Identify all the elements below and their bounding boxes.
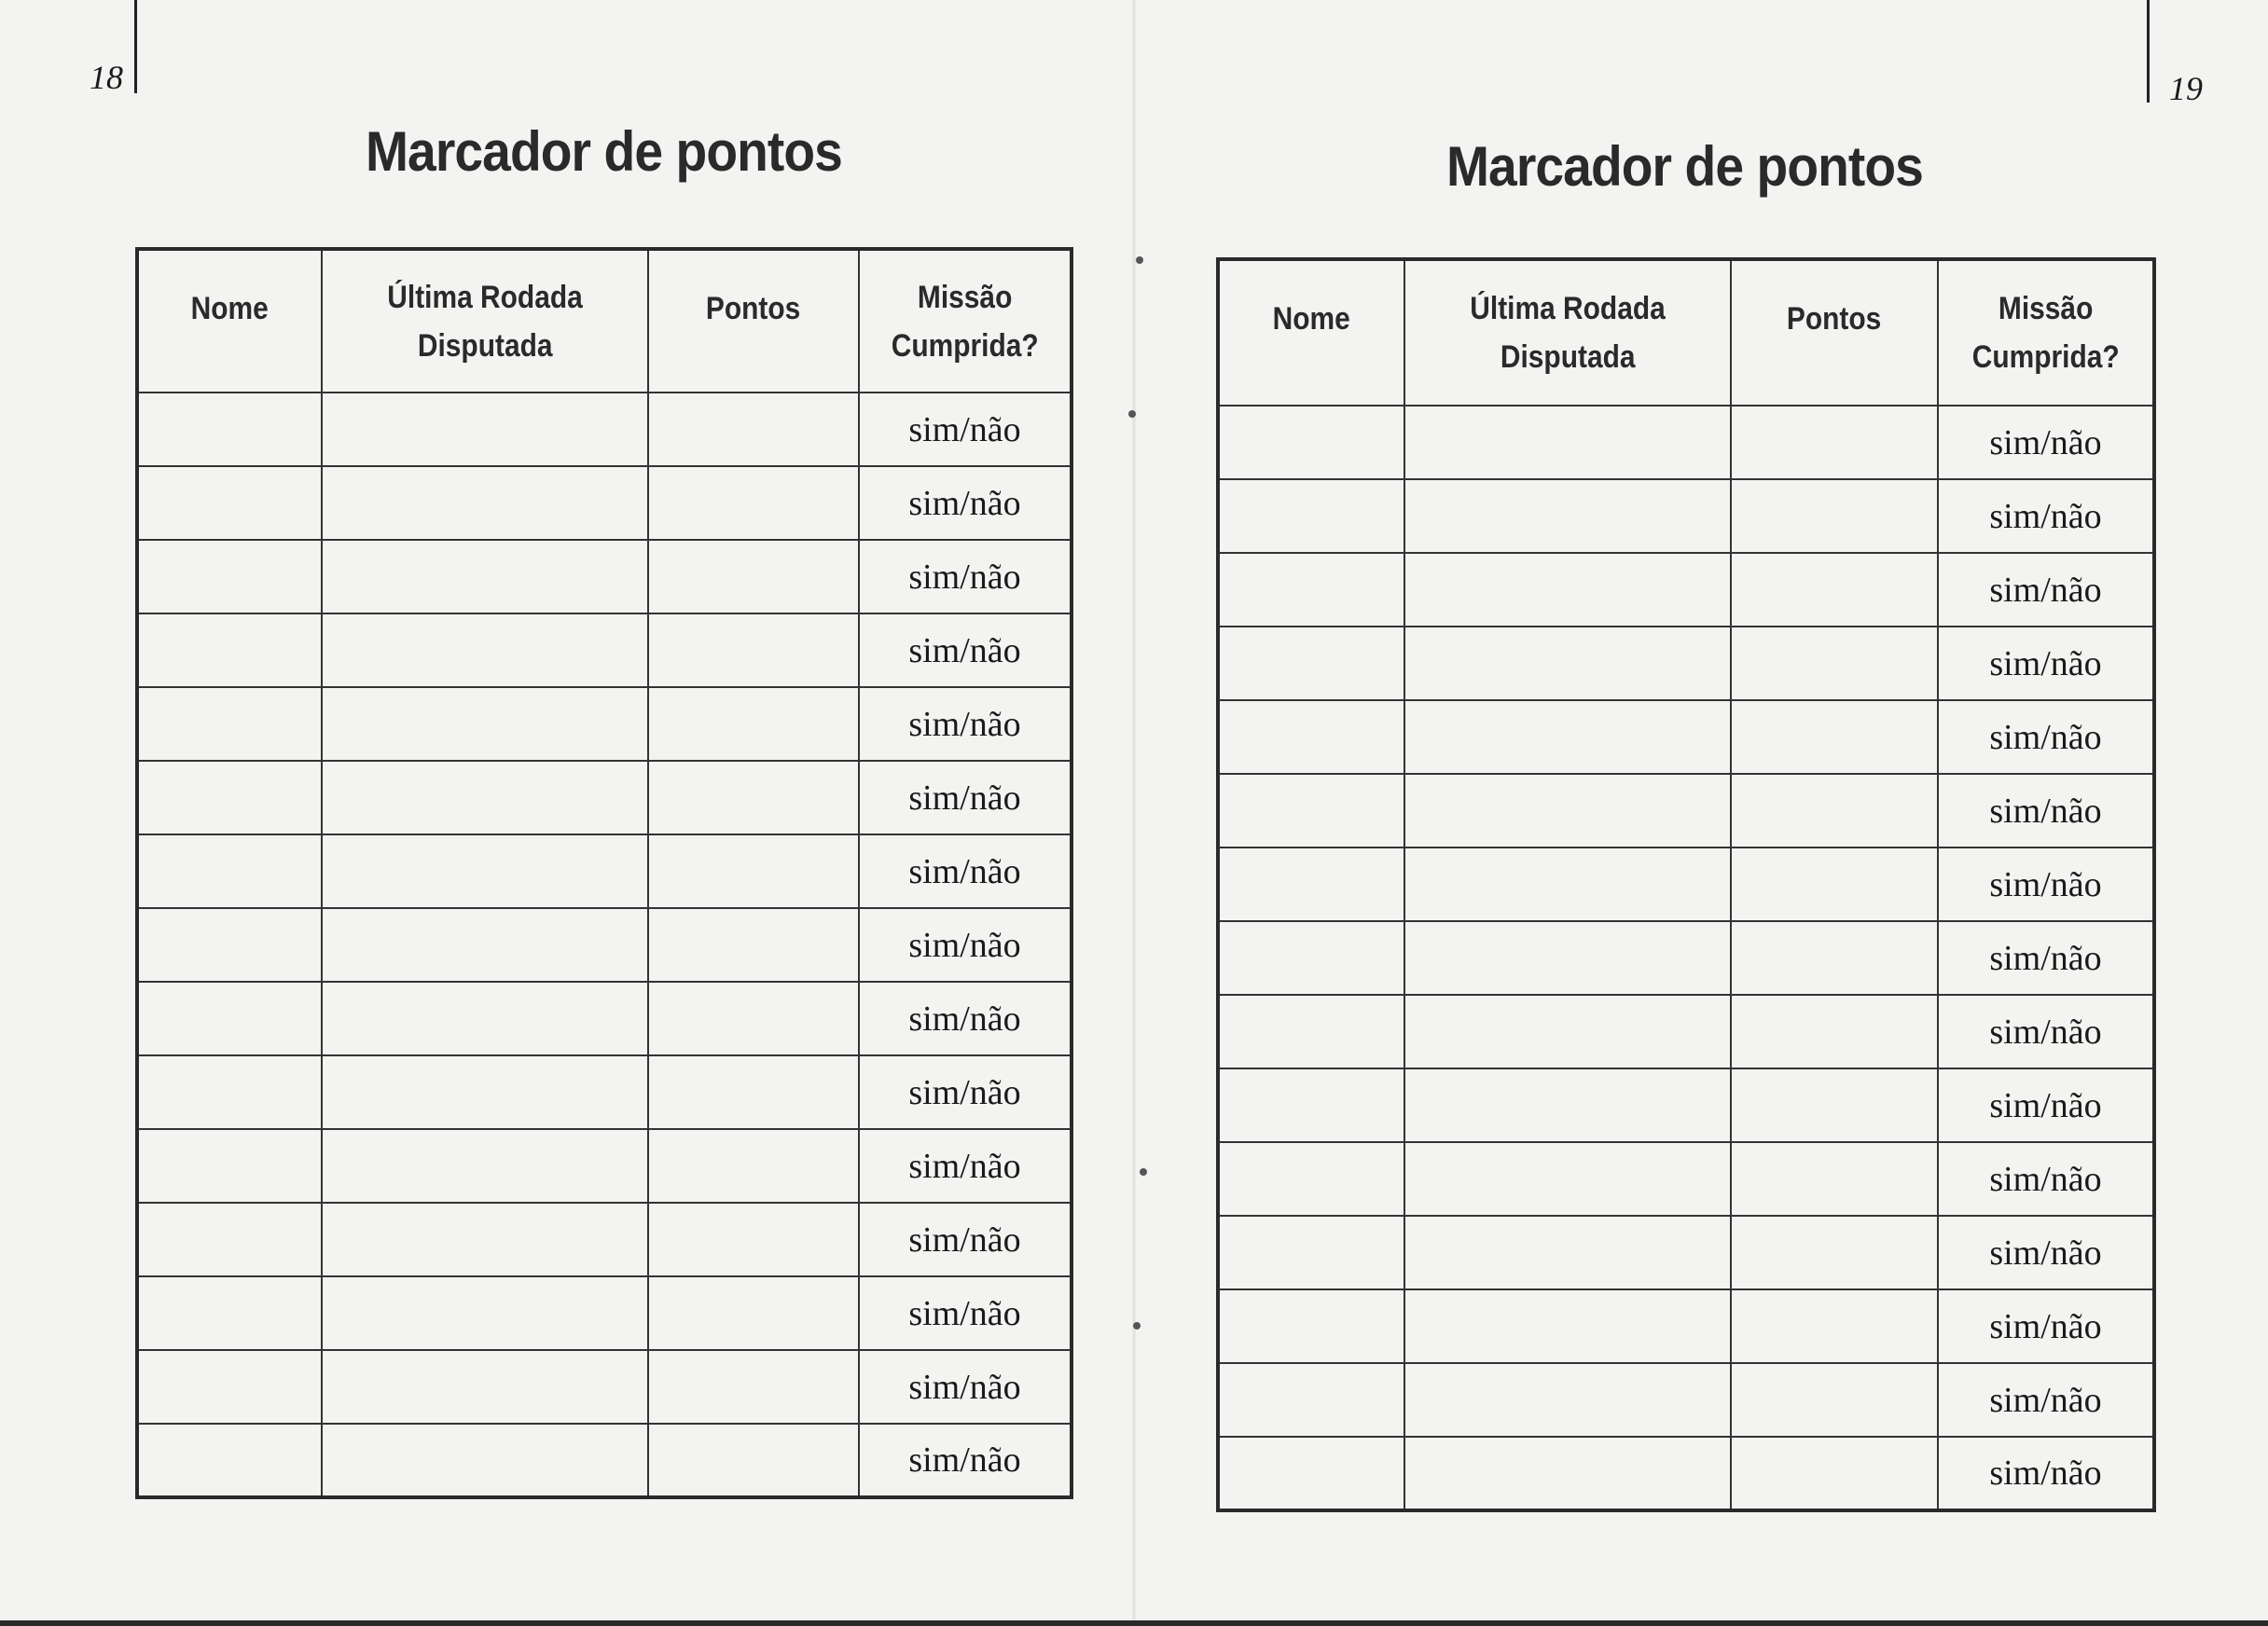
header-mission: Missão Cumprida? — [1938, 259, 2154, 406]
table-row — [137, 982, 1072, 1055]
name-cell[interactable] — [1218, 700, 1404, 774]
table-row — [1218, 1142, 2154, 1216]
name-cell[interactable] — [137, 687, 322, 761]
table-row — [1218, 1216, 2154, 1289]
mission-cell[interactable]: sim/não — [859, 613, 1072, 687]
last-round-cell[interactable] — [1404, 553, 1731, 627]
last-round-cell[interactable] — [322, 1055, 648, 1129]
name-cell[interactable] — [1218, 1216, 1404, 1289]
name-cell[interactable] — [1218, 479, 1404, 553]
points-cell[interactable] — [1731, 1289, 1938, 1363]
points-cell[interactable] — [1731, 700, 1938, 774]
mission-cell[interactable]: sim/não — [1938, 406, 2154, 479]
mission-cell[interactable]: sim/não — [1938, 995, 2154, 1068]
mission-cell[interactable]: sim/não — [859, 761, 1072, 834]
points-cell[interactable] — [1731, 627, 1938, 700]
table-row — [137, 466, 1072, 540]
name-cell[interactable] — [137, 613, 322, 687]
mission-cell[interactable]: sim/não — [859, 1055, 1072, 1129]
mission-cell[interactable]: sim/não — [1938, 1142, 2154, 1216]
last-round-cell[interactable] — [322, 466, 648, 540]
last-round-cell[interactable] — [1404, 1216, 1731, 1289]
mission-cell[interactable]: sim/não — [1938, 1068, 2154, 1142]
last-round-cell[interactable] — [322, 908, 648, 982]
mission-cell[interactable]: sim/não — [859, 466, 1072, 540]
name-cell[interactable] — [137, 1424, 322, 1497]
mission-cell[interactable]: sim/não — [1938, 1363, 2154, 1437]
table-row — [137, 613, 1072, 687]
table-row — [1218, 700, 2154, 774]
score-table — [1216, 257, 2156, 1512]
last-round-cell[interactable] — [1404, 1068, 1731, 1142]
table-row — [137, 834, 1072, 908]
name-cell[interactable] — [137, 1276, 322, 1350]
last-round-cell[interactable] — [322, 1129, 648, 1203]
table-row — [1218, 995, 2154, 1068]
last-round-cell[interactable] — [322, 613, 648, 687]
table-row — [1218, 627, 2154, 700]
name-cell[interactable] — [1218, 921, 1404, 995]
table-row — [137, 393, 1072, 466]
last-round-cell[interactable] — [322, 1276, 648, 1350]
name-cell[interactable] — [1218, 553, 1404, 627]
points-cell[interactable] — [648, 1350, 859, 1424]
header-name: Nome — [1218, 259, 1404, 406]
name-cell[interactable] — [1218, 1142, 1404, 1216]
last-round-cell[interactable] — [1404, 1363, 1731, 1437]
mission-cell[interactable]: sim/não — [859, 908, 1072, 982]
table-row — [137, 1424, 1072, 1497]
name-cell[interactable] — [1218, 627, 1404, 700]
scan-bottom-edge — [0, 1620, 2268, 1626]
name-cell[interactable] — [1218, 1289, 1404, 1363]
points-cell[interactable] — [1731, 995, 1938, 1068]
table-row — [137, 908, 1072, 982]
table-row — [137, 1055, 1072, 1129]
table-row — [1218, 1068, 2154, 1142]
header-name: Nome — [137, 249, 322, 393]
table-row — [137, 761, 1072, 834]
name-cell[interactable] — [137, 982, 322, 1055]
header-last-round: Última Rodada Disputada — [322, 249, 648, 393]
header-last-round: Última Rodada Disputada — [1404, 259, 1731, 406]
mission-cell[interactable]: sim/não — [859, 687, 1072, 761]
table-row — [1218, 479, 2154, 553]
last-round-cell[interactable] — [322, 687, 648, 761]
name-cell[interactable] — [1218, 1068, 1404, 1142]
page-title: Marcador de pontos — [1446, 135, 1923, 198]
table-header-row — [137, 249, 1072, 393]
mission-cell[interactable]: sim/não — [859, 1203, 1072, 1276]
table-row — [137, 1350, 1072, 1424]
table-row — [1218, 1289, 2154, 1363]
points-cell[interactable] — [648, 1055, 859, 1129]
points-cell[interactable] — [1731, 1068, 1938, 1142]
name-cell[interactable] — [137, 1055, 322, 1129]
last-round-cell[interactable] — [322, 540, 648, 613]
points-cell[interactable] — [648, 466, 859, 540]
mission-cell[interactable]: sim/não — [1938, 700, 2154, 774]
mission-cell[interactable]: sim/não — [859, 982, 1072, 1055]
score-table — [135, 247, 1073, 1499]
last-round-cell[interactable] — [322, 393, 648, 466]
last-round-cell[interactable] — [1404, 479, 1731, 553]
points-cell[interactable] — [1731, 1216, 1938, 1289]
last-round-cell[interactable] — [1404, 1142, 1731, 1216]
name-cell[interactable] — [137, 1129, 322, 1203]
mission-cell[interactable]: sim/não — [859, 1129, 1072, 1203]
last-round-cell[interactable] — [322, 1350, 648, 1424]
mission-cell[interactable]: sim/não — [1938, 1437, 2154, 1510]
table-header-row — [1218, 259, 2154, 406]
mission-cell[interactable]: sim/não — [859, 540, 1072, 613]
name-cell[interactable] — [137, 393, 322, 466]
last-round-cell[interactable] — [1404, 1289, 1731, 1363]
mission-cell[interactable]: sim/não — [859, 1276, 1072, 1350]
mission-cell[interactable]: sim/não — [1938, 1216, 2154, 1289]
table-row — [1218, 553, 2154, 627]
table-row — [1218, 847, 2154, 921]
points-cell[interactable] — [1731, 1437, 1938, 1510]
name-cell[interactable] — [1218, 1363, 1404, 1437]
table-row — [137, 540, 1072, 613]
table-row — [1218, 774, 2154, 847]
last-round-cell[interactable] — [1404, 406, 1731, 479]
name-cell[interactable] — [137, 1203, 322, 1276]
points-cell[interactable] — [648, 761, 859, 834]
points-cell[interactable] — [1731, 1363, 1938, 1437]
mission-cell[interactable]: sim/não — [859, 1350, 1072, 1424]
last-round-cell[interactable] — [1404, 700, 1731, 774]
name-cell[interactable] — [1218, 995, 1404, 1068]
table-row — [1218, 1363, 2154, 1437]
name-cell[interactable] — [137, 540, 322, 613]
last-round-cell[interactable] — [1404, 627, 1731, 700]
table-row — [1218, 1437, 2154, 1510]
points-cell[interactable] — [648, 1203, 859, 1276]
points-cell[interactable] — [648, 540, 859, 613]
points-cell[interactable] — [648, 613, 859, 687]
mission-cell[interactable]: sim/não — [859, 393, 1072, 466]
points-cell[interactable] — [648, 687, 859, 761]
mission-cell[interactable]: sim/não — [1938, 921, 2154, 995]
mission-cell[interactable]: sim/não — [859, 834, 1072, 908]
points-cell[interactable] — [648, 982, 859, 1055]
last-round-cell[interactable] — [1404, 847, 1731, 921]
last-round-cell[interactable] — [1404, 995, 1731, 1068]
points-cell[interactable] — [648, 834, 859, 908]
header-points: Pontos — [648, 249, 859, 393]
name-cell[interactable] — [137, 1350, 322, 1424]
mission-cell[interactable]: sim/não — [1938, 1289, 2154, 1363]
table-row — [137, 687, 1072, 761]
page-right — [1134, 0, 2268, 1626]
mission-cell[interactable]: sim/não — [859, 1424, 1072, 1497]
name-cell[interactable] — [1218, 847, 1404, 921]
last-round-cell[interactable] — [322, 1203, 648, 1276]
page-margin-rule — [134, 0, 137, 93]
table-row — [137, 1203, 1072, 1276]
page-number: 19 — [2169, 70, 2203, 107]
page-margin-rule — [2147, 0, 2150, 103]
mission-cell[interactable]: sim/não — [1938, 553, 2154, 627]
last-round-cell[interactable] — [1404, 1437, 1731, 1510]
mission-cell[interactable]: sim/não — [1938, 479, 2154, 553]
name-cell[interactable] — [137, 908, 322, 982]
name-cell[interactable] — [137, 466, 322, 540]
table-row — [137, 1129, 1072, 1203]
mission-cell[interactable]: sim/não — [1938, 627, 2154, 700]
name-cell[interactable] — [1218, 406, 1404, 479]
page-title: Marcador de pontos — [366, 120, 842, 183]
points-cell[interactable] — [1731, 479, 1938, 553]
name-cell[interactable] — [137, 834, 322, 908]
name-cell[interactable] — [137, 761, 322, 834]
points-cell[interactable] — [648, 393, 859, 466]
points-cell[interactable] — [1731, 921, 1938, 995]
points-cell[interactable] — [648, 1424, 859, 1497]
points-cell[interactable] — [1731, 774, 1938, 847]
last-round-cell[interactable] — [1404, 921, 1731, 995]
table-row — [1218, 921, 2154, 995]
table-row — [137, 1276, 1072, 1350]
header-points: Pontos — [1731, 259, 1938, 406]
points-cell[interactable] — [648, 1276, 859, 1350]
name-cell[interactable] — [1218, 774, 1404, 847]
mission-cell[interactable]: sim/não — [1938, 774, 2154, 847]
points-cell[interactable] — [1731, 1142, 1938, 1216]
points-cell[interactable] — [648, 908, 859, 982]
points-cell[interactable] — [1731, 847, 1938, 921]
page-number: 18 — [90, 59, 123, 96]
points-cell[interactable] — [1731, 406, 1938, 479]
name-cell[interactable] — [1218, 1437, 1404, 1510]
last-round-cell[interactable] — [322, 834, 648, 908]
header-mission: Missão Cumprida? — [859, 249, 1072, 393]
last-round-cell[interactable] — [322, 1424, 648, 1497]
points-cell[interactable] — [1731, 553, 1938, 627]
last-round-cell[interactable] — [1404, 774, 1731, 847]
table-row — [1218, 406, 2154, 479]
points-cell[interactable] — [648, 1129, 859, 1203]
last-round-cell[interactable] — [322, 982, 648, 1055]
last-round-cell[interactable] — [322, 761, 648, 834]
mission-cell[interactable]: sim/não — [1938, 847, 2154, 921]
